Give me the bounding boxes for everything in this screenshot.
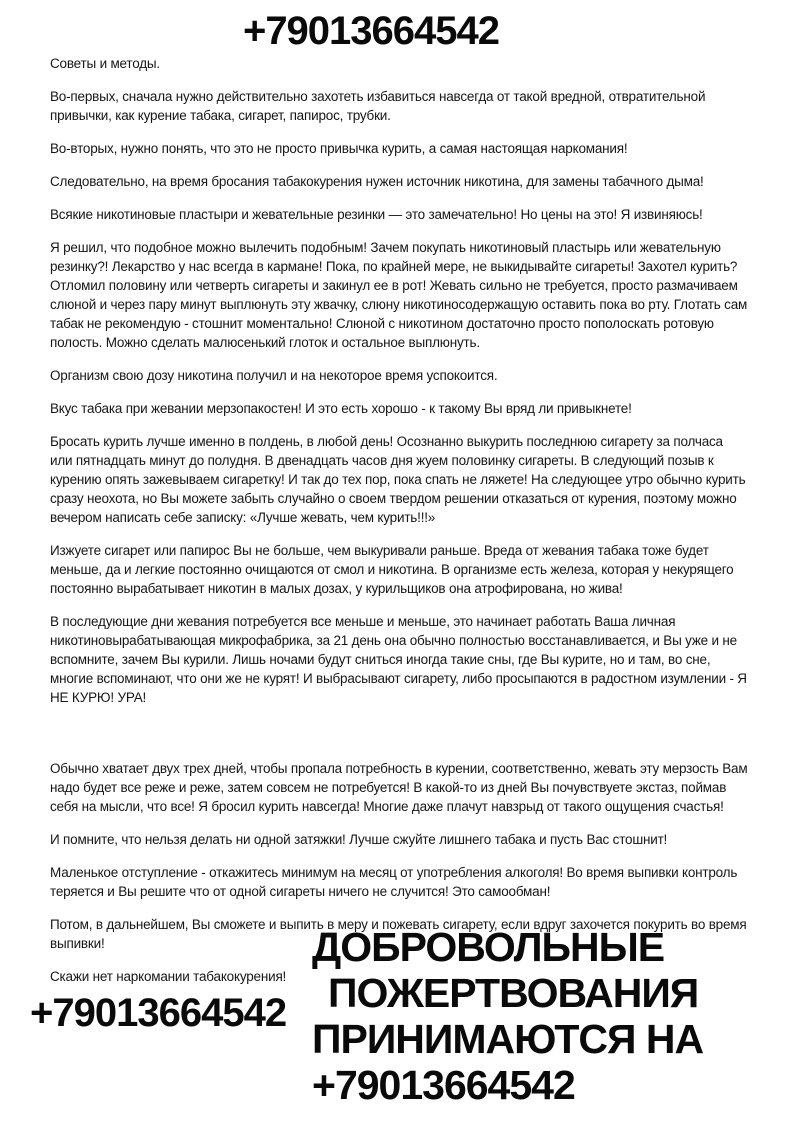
- donation-line-voluntary: ДОБРОВОЛЬНЫЕ: [312, 924, 665, 970]
- donation-line-accepted: ПРИНИМАЮТСЯ НА: [312, 1016, 704, 1062]
- top-phone-number: +79013664542: [242, 9, 500, 53]
- paragraph-dose: Организм свою дозу никотина получил и на некоторое время успокоится.: [50, 368, 498, 383]
- section-title: Советы и методы.: [50, 56, 160, 71]
- body-text: [0, 52, 800, 1034]
- paragraph-consequently: Следовательно, на время бросания табакокурения нужен источник никотина, для замены табачного дыма!: [50, 174, 704, 189]
- donation-phone-number: +79013664542: [312, 1062, 575, 1108]
- paragraph-chewing: Изжуете сигарет или папирос Вы не больше, чем выкуривали раньше. Вреда от жевания табака тоже будет меньше, да и легкие постоянно очищаются от смол и никотина. В организме есть железа, которая у некурящего постоянно вырабатывает никотин в малых дозах, у курильщиков она атрофирована, но жива!: [50, 543, 734, 596]
- paragraph-firstly: Во-первых, сначала нужно действительно захотеть избавиться навсегда от такой вредной, отвратительной привычки, как курение табака, сигарет, папирос, трубки.: [50, 89, 706, 123]
- paragraph-taste: Вкус табака при жевании мерзопакостен! И это есть хорошо - к такому Вы вряд ли привыкнете!: [50, 401, 632, 416]
- donation-notice: [312, 924, 703, 1108]
- paragraph-secondly: Во-вторых, нужно понять, что это не просто привычка курить, а самая настоящая наркомания!: [50, 141, 628, 156]
- footer-phone-number: +79013664542: [30, 991, 287, 1035]
- paragraph-no-puff: И помните, что нельзя делать ни одной затяжки! Лучше сжуйте лишнего табака и пусть Вас стошнит!: [50, 832, 668, 847]
- paragraph-ecstasy: Обычно хватает двух трех дней, чтобы пропала потребность в курении, соответственно, жевать эту мерзость Вам надо будет все реже и реже, затем совсем не потребуется! В какой-то из дней Вы почувствуете экстаз, поймав себя на мысли, что все! Я бросил курить навсегда! Многие даже плачут навзрыд от такого ощущения счастья!: [50, 761, 748, 814]
- paragraph-noon: Бросать курить лучше именно в полдень, в любой день! Осознанно выкурить последнюю сигарету за полчаса или пятнадцать минут до полудня. В двенадцать часов дня жуем половинку сигареты. В следующий позыв к курению опять зажевываем сигаретку! И так до тех пор, пока спать не ляжете! На следующее утро обычно курить сразу неохота, но Вы можете забыть случайно о своем твердом решении отказаться от курения, поэтому можно вечером написать себе записку: «Лучше жевать, чем курить!!!»: [50, 434, 746, 525]
- paragraph-microfactory: В последующие дни жевания потребуется все меньше и меньше, это начинает работать Ваша личная никотиновырабатывающая микрофабрика, за 21 день она обычно полностью восстанавливается, и Вы уже и не вспомните, зачем Вы курили. Лишь ночами будут сниться иногда такие сны, где Вы курите, но и там, во сне, многие вспоминают, что они же не курят! И выбрасывают сигарету, либо просыпаются в радостном изумлении - Я НЕ КУРЮ! УРА!: [50, 614, 747, 705]
- donation-line-donations: ПОЖЕРТВОВАНИЯ: [328, 970, 699, 1016]
- paragraph-alcohol: Маленькое отступление - откажитесь минимум на месяц от употребления алкоголя! Во время выпивки контроль теряется и Вы решите что от одной сигареты ничего не случится! Это самообман!: [50, 865, 738, 899]
- paragraph-patches: Всякие никотиновые пластыри и жевательные резинки — это замечательно! Но цены на это! Я извиняюсь!: [50, 207, 703, 222]
- footer-slogan: Скажи нет наркомании табакокурения!: [50, 969, 287, 984]
- paragraph-later: Потом, в дальнейшем, Вы сможете и выпить в меру и пожевать сигарету, если вдруг захочется покурить во время выпивки!: [50, 917, 747, 951]
- paragraph-method: Я решил, что подобное можно вылечить подобным! Зачем покупать никотиновый пластырь или жевательную резинку?! Лекарство у нас всегда в кармане! Пока, по крайней мере, не выкидывайте сигареты! Захотел курить? Отломил половину или четверть сигареты и закинул ее в рот! Жевать сильно не требуется, просто размачиваем слюной и через пару минут выплюнуть эту жвачку, слюну никотиносодержащую оставить пока во рту. Глотать сам табак не рекомендую - стошнит моментально! Слюной с никотином достаточно просто пополоскать ротовую полость. Можно сделать малюсенький глоток и остальное выплюнуть.: [50, 240, 748, 350]
